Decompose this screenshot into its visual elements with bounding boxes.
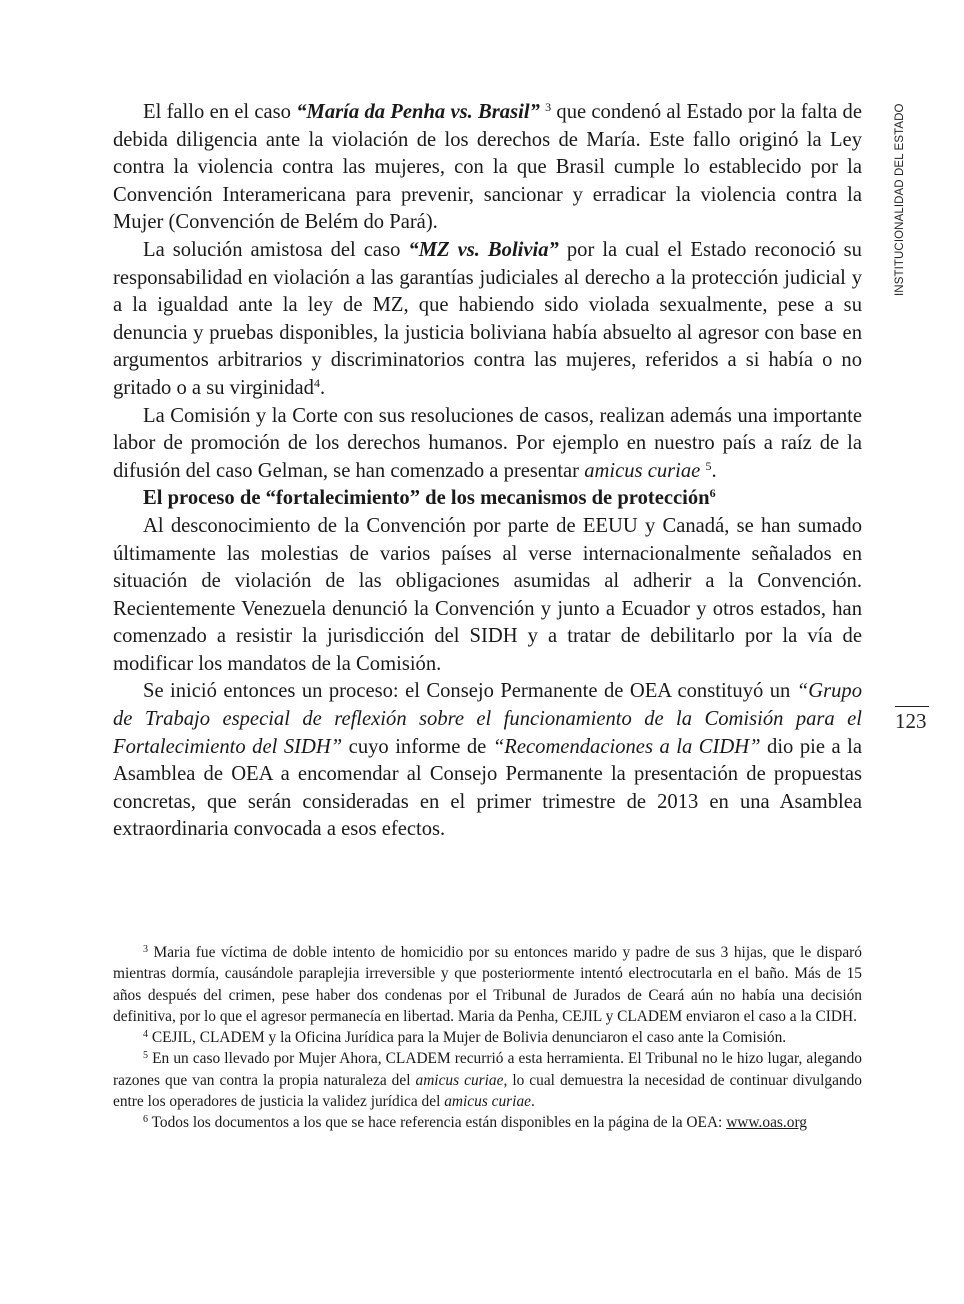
footnote-text: CEJIL, CLADEM y la Oficina Jurídica para la Mujer de Bolivia denunciaron el caso ante la Comisión. [148,1029,787,1047]
text-run: La Comisión y la Corte con sus resoluciones de casos, realizan además una importante labor de promoción de los derechos humanos. Por ejemplo en nuestro país a raíz de la difusión del caso Gelman, se han comenzado a presentar [113,404,862,482]
footnote-ref: 3 [545,100,552,114]
text-run: . [319,376,326,399]
emphasis: “Recomendaciones a la CIDH” [492,735,761,758]
footnote-3 [113,942,862,1027]
paragraph-comision [113,403,862,486]
footnote-number: 4 [143,1029,148,1041]
footnote-number: 6 [143,1114,148,1126]
footnote-text: . [530,1093,535,1111]
emphasis: “Grupo de Trabajo especial de reflexión sobre el funcionamiento de la Comisión para el Fortalecimiento del SIDH” [113,680,862,758]
text-run: Se inició entonces un proceso: el Consejo Permanente de OEA constituyó un [143,680,797,703]
paragraph-penha [113,99,862,237]
footnote-5 [113,1048,862,1112]
page-number: 123 [895,709,927,733]
footnote-text: Todos los documentos a los que se hace referencia están disponibles en la página de la OEA: [148,1114,727,1132]
footnote-text: Maria fue víctima de doble intento de homicidio por su entonces marido y padre de sus 3 hijas, que le disparó mientras dormía, causándole paraplejia irreversible y que posteriormente intentó electrocutarla en el baño. Más de 15 años después del crimen, pese haber dos condenas por el Tribunal de Jurados de Ceará aún no había una decisión definitiva, por lo que el agresor permanecía en libertad. Maria da Penha, CEJIL y CLADEM enviaron el caso a la CIDH. [113,944,862,1025]
paragraph-desconocimiento: Al desconocimiento de la Convención por parte de EEUU y Canadá, se han sumado últimamente las molestias de varios países al verse internacionalmente señalados en situación de violación de las obligaciones asumidas al adherir a la Convención. Recientemente Venezuela denunció la Convención y junto a Ecuador y otros estados, han comenzado a resistir la jurisdicción del SIDH y a tratar de debilitarlo por la vía de modificar los mandatos de la Comisión. [113,514,862,675]
footnote-ref: 5 [705,458,712,473]
case-name: “María da Penha vs. Brasil” [296,101,540,123]
text-run: . [711,459,717,482]
emphasis: amicus curiae [584,459,701,482]
text-run: cuyo informe de [342,735,493,758]
paragraph-proceso [113,678,862,844]
text-run: El fallo en el caso [143,101,297,123]
footnote-4 [113,1027,862,1048]
footnote-number: 3 [143,944,148,955]
emphasis: amicus curiae [415,1071,504,1089]
running-section-title: INSTITUCIONALIDAD DEL ESTADO [894,103,906,296]
emphasis: amicus curiae [444,1093,531,1111]
heading-text: El proceso de “fortalecimiento” de los mecanismos de protección [143,487,710,510]
text-run: dio pie a la Asamblea de OEA a encomendar al Consejo Permanente la presentación de propuestas concretas, que serán consideradas en el primer trimestre de 2013 en una Asamblea extraordinaria convocada a esos efectos. [113,735,862,841]
paragraph-mz [113,237,862,403]
section-heading [113,485,862,513]
footnote-text: , lo cual demuestra la necesidad de continuar divulgando entre los operadores de justicia la validez jurídica del [113,1071,862,1111]
page-number-rule [895,706,929,707]
footnotes [113,942,862,1134]
footnote-text: En un caso llevado por Mujer Ahora, CLADEM recurrió a esta herramienta. El Tribunal no le hizo lugar, alegando razones que van contra la propia naturaleza del [113,1050,862,1089]
text-run: La solución amistosa del caso [143,238,409,261]
oas-link[interactable]: www.oas.org [726,1114,807,1132]
footnote-ref: 4 [313,375,320,390]
footnote-ref: 6 [709,486,716,501]
body-text [113,99,862,844]
footnote-number: 5 [143,1050,148,1062]
footnote-6 [113,1112,862,1133]
case-name: “MZ vs. Bolivia” [408,238,559,261]
text-run: que condenó al Estado por la falta de debida diligencia ante la violación de los derechos de María. Este fallo originó la Ley contra la violencia contra las mujeres, con la que Brasil cumple lo establecido por la Convención Interamericana para prevenir, sancionar y erradicar la violencia contra la Mujer (Convención de Belém do Pará). [113,101,862,234]
text-run: por la cual el Estado reconoció su responsabilidad en violación a las garantías judiciales al derecho a la protección judicial y a la igualdad ante la ley de MZ, que habiendo sido violada sexualmente, pese a su denuncia y pruebas disponibles, la justicia boliviana había absuelto al agresor con base en argumentos arbitrarios y discriminatorios contra las mujeres, referidos a si había o no gritado o a su virginidad [113,238,862,399]
